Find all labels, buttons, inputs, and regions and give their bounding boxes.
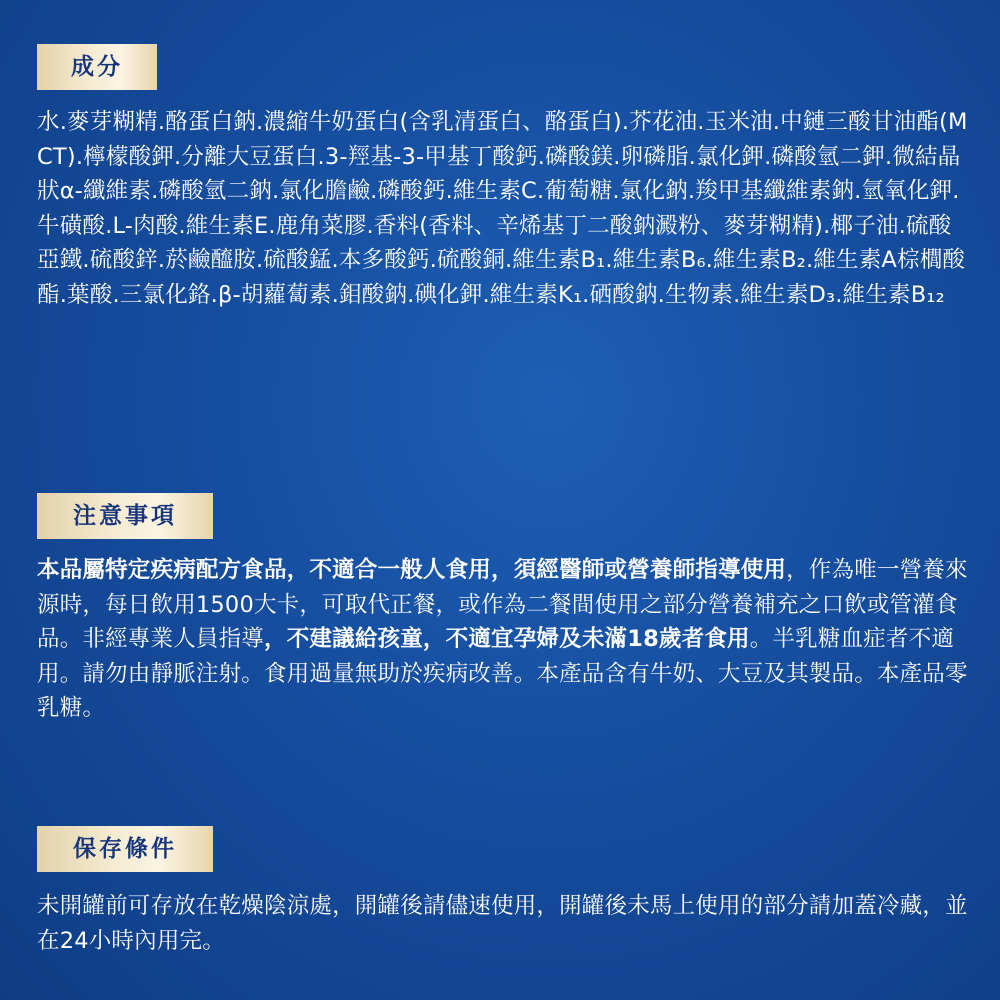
- ingredients-heading: 成分: [37, 44, 157, 90]
- caution-text: [37, 553, 972, 726]
- storage-section: [37, 826, 972, 958]
- caution-notes-text: 。半乳糖血症者不適用。請勿由靜脈注射。食用過量無助於疾病改善。本產品含有牛奶、大豆及其製品。本產品零乳糖。: [37, 626, 968, 721]
- ingredients-text: 水.麥芽糊精.酪蛋白鈉.濃縮牛奶蛋白(含乳清蛋白、酪蛋白).芥花油.玉米油.中鏈三酸甘油酯(MCT).檸檬酸鉀.分離大豆蛋白.3-羥基-3-甲基丁酸鈣.磷酸鎂.卵磷脂.氯化鉀.磷酸氫二鉀.微結晶狀α-纖維素.磷酸氫二鈉.氯化膽鹼.磷酸鈣.維生素C.葡萄糖.氯化鈉.羧甲基纖維素鈉.氫氧化鉀.牛磺酸.L-肉酸.維生素E.鹿角菜膠.香料(香料、辛烯基丁二酸鈉澱粉、麥芽糊精).椰子油.硫酸亞鐵.硫酸鋅.菸鹼醯胺.硫酸錳.本多酸鈣.硫酸銅.維生素B₁.維生素B₆.維生素B₂.維生素A棕櫚酸酯.葉酸.三氯化鉻.β-胡蘿蔔素.鉬酸鈉.碘化鉀.維生素K₁.硒酸鈉.生物素.維生素D₃.維生素B₁₂: [37, 109, 968, 308]
- storage-heading: 保存條件: [37, 826, 213, 872]
- caution-usage-text: ，作為唯一營養來源時，每日飲用1500大卡，可取代正餐，或作為二餐間使用之部分營養補充之口飲或管灌食品。非經專業人員指導: [37, 557, 968, 652]
- caution-section: [37, 493, 972, 726]
- caution-heading: 注意事項: [37, 493, 213, 539]
- storage-text: 未開罐前可存放在乾燥陰涼處，開罐後請儘速使用，開罐後未馬上使用的部分請加蓋冷藏，並在24小時內用完。: [37, 893, 968, 954]
- ingredients-section: [37, 44, 972, 312]
- caution-bold-statement: 本品屬特定疾病配方食品，不適合一般人食用，須經醫師或營養師指導使用: [37, 557, 787, 583]
- caution-bold-restriction: ，不建議給孩童，不適宜孕婦及未滿18歲者食用: [264, 626, 750, 652]
